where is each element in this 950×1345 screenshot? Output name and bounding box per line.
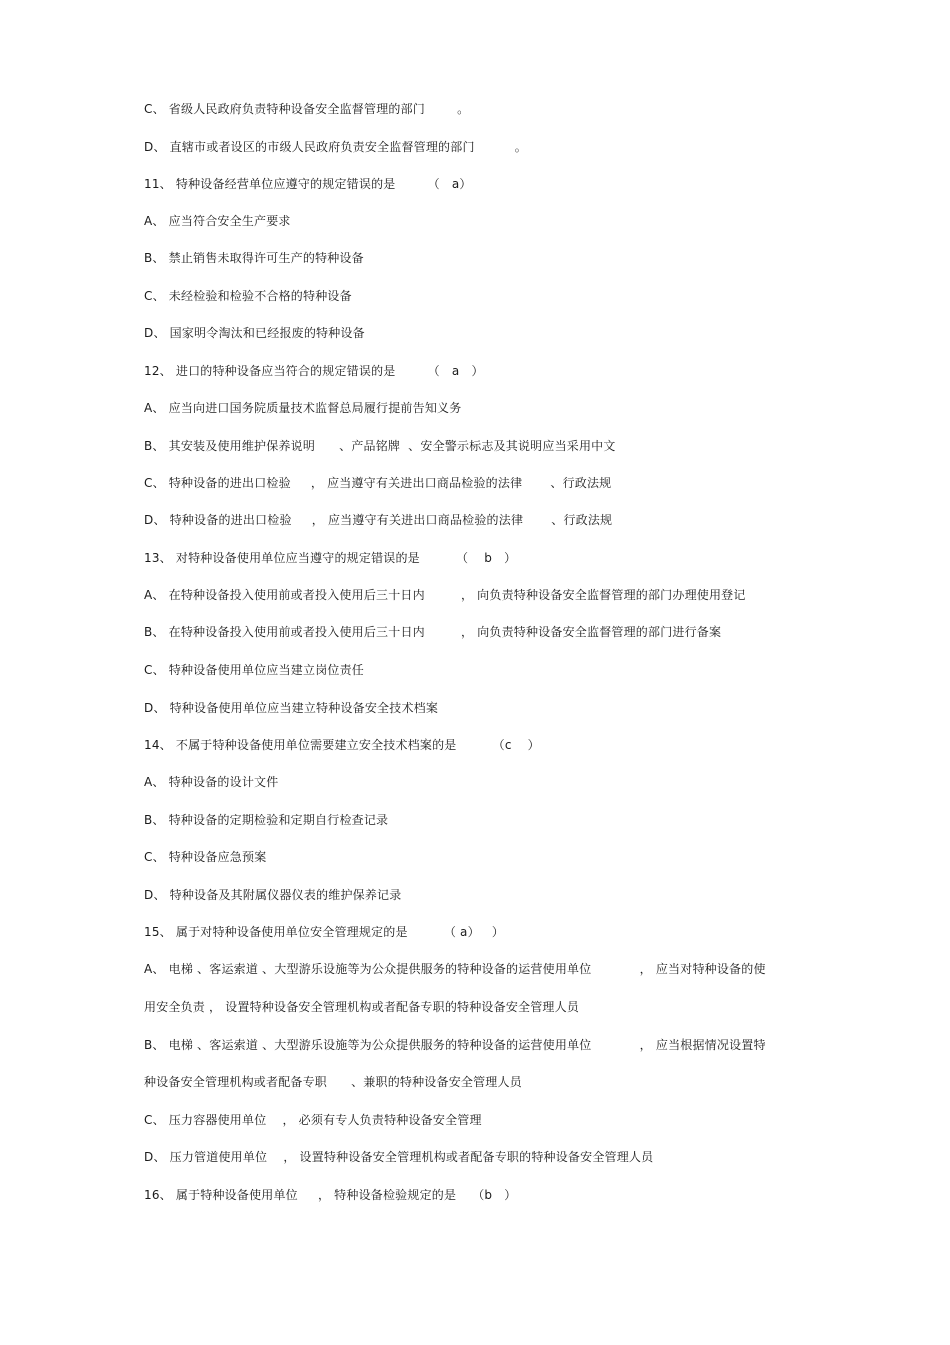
question-line: 12、 进口的特种设备应当符合的规定错误的是 （ a ） <box>144 364 484 378</box>
question-line: 16、 属于特种设备使用单位 ， 特种设备检验规定的是 （b ） <box>144 1188 517 1202</box>
option-line: B、 禁止销售未取得许可生产的特种设备 <box>144 251 364 265</box>
option-line-continued: 用安全负责 ， 设置特种设备安全管理机构或者配备专职的特种设备安全管理人员 <box>144 1000 580 1014</box>
option-line: D、 特种设备的进出口检验 ， 应当遵守有关进出口商品检验的法律 、行政法规 <box>144 513 613 527</box>
option-line: C、 特种设备使用单位应当建立岗位责任 <box>144 663 364 677</box>
question-line: 11、 特种设备经营单位应遵守的规定错误的是 （ a） <box>144 177 472 191</box>
option-line-continued: 种设备安全管理机构或者配备专职 、兼职的特种设备安全管理人员 <box>144 1075 522 1089</box>
option-line: D、 压力管道使用单位 ， 设置特种设备安全管理机构或者配备专职的特种设备安全管理人员 <box>144 1150 654 1164</box>
option-line: A、 电梯 、客运索道 、大型游乐设施等为公众提供服务的特种设备的运营使用单位 ， 应当对特种设备的使 <box>144 962 766 976</box>
question-line: 14、 不属于特种设备使用单位需要建立安全技术档案的是 （c ） <box>144 738 540 752</box>
option-line: C、 压力容器使用单位 ， 必须有专人负责特种设备安全管理 <box>144 1113 482 1127</box>
text-line: C、 省级人民政府负责特种设备安全监督管理的部门 。 <box>144 102 470 116</box>
option-line: B、 特种设备的定期检验和定期自行检查记录 <box>144 813 389 827</box>
question-line: 15、 属于对特种设备使用单位安全管理规定的是 （ a） ） <box>144 925 505 939</box>
option-line: C、 未经检验和检验不合格的特种设备 <box>144 289 352 303</box>
option-line: D、 特种设备使用单位应当建立特种设备安全技术档案 <box>144 701 439 715</box>
option-line: C、 特种设备应急预案 <box>144 850 267 864</box>
option-line: B、 在特种设备投入使用前或者投入使用后三十日内 ， 向负责特种设备安全监督管理的部门进行备案 <box>144 625 722 639</box>
option-line: B、 其安装及使用维护保养说明 、产品铭牌 、安全警示标志及其说明应当采用中文 <box>144 439 616 453</box>
question-line: 13、 对特种设备使用单位应当遵守的规定错误的是 （ b ） <box>144 551 517 565</box>
option-line: C、 特种设备的进出口检验 ， 应当遵守有关进出口商品检验的法律 、行政法规 <box>144 476 612 490</box>
option-line: A、 应当符合安全生产要求 <box>144 214 291 228</box>
option-line: B、 电梯 、客运索道 、大型游乐设施等为公众提供服务的特种设备的运营使用单位 ， 应当根据情况设置特 <box>144 1038 766 1052</box>
text-line: D、 直辖市或者设区的市级人民政府负责安全监督管理的部门 。 <box>144 140 528 154</box>
option-line: A、 应当向进口国务院质量技术监督总局履行提前告知义务 <box>144 401 462 415</box>
option-line: A、 在特种设备投入使用前或者投入使用后三十日内 ， 向负责特种设备安全监督管理的部门办理使用登记 <box>144 588 746 602</box>
option-line: D、 国家明令淘汰和已经报废的特种设备 <box>144 326 365 340</box>
option-line: A、 特种设备的设计文件 <box>144 775 279 789</box>
option-line: D、 特种设备及其附属仪器仪表的维护保养记录 <box>144 888 402 902</box>
